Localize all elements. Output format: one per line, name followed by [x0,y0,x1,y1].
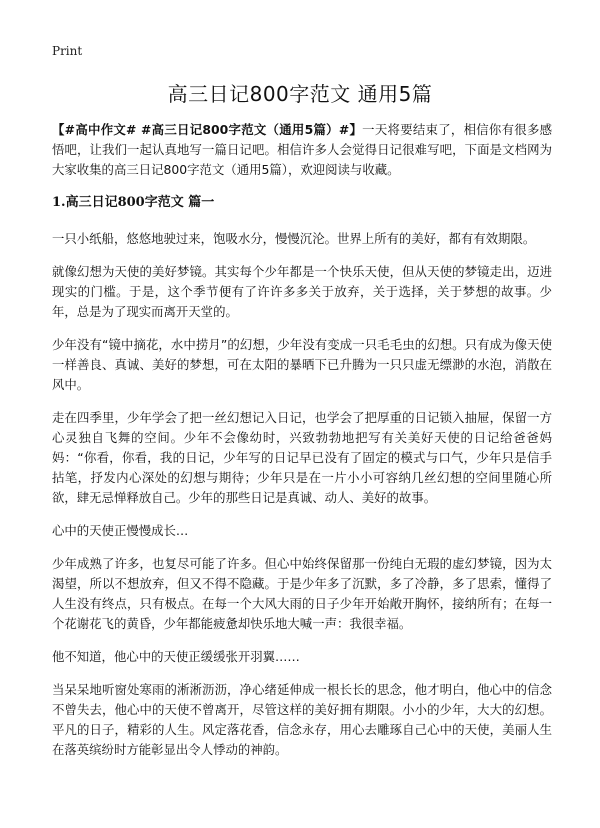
body-paragraph-4: 走在四季里，少年学会了把一丝幻想记入日记，也学会了把厚重的日记锁入抽屉，保留一方心灵独自飞舞的空间。少年不会像幼时，兴致勃勃地把写有关美好天使的日记给爸爸妈妈：“你看，你看，我的日记，少年写的日记早已没有了固定的模式与口气，少年只是信手拈笔，抒发内心深处的幻想与期待；少年只是在一片小小可容纳几丝幻想的空间里随心所欲，肆无忌惮释放自己。少年的那些日记是真诚、动人、美好的故事。 [52,410,552,505]
document-title: 高三日记800字范文 通用5篇 [167,82,433,106]
body-paragraph-7: 他不知道，他心中的天使正缓缓张开羽翼…… [52,649,300,664]
print-label[interactable]: Print [52,44,83,58]
document-body [52,120,552,773]
intro-paragraph [52,120,552,180]
body-paragraph-5: 心中的天使正慢慢成长… [52,523,189,538]
section-heading: 1.高三日记800字范文 篇一 [52,195,215,210]
intro-tags: 【#高中作文# #高三日记800字范文（通用5篇）#】 [52,122,363,137]
body-paragraph-8: 当呆呆地听窗处寒雨的淅淅沥沥，净心绪延伸成一根长长的思念，他才明白，他心中的信念不曾失去，他心中的天使不曾离开，尽管这样的美好拥有期限。小小的少年，大大的幻想。平凡的日子，精彩的人生。风定落花香，信念永存，用心去雕琢自己心中的天使，美丽人生在落英缤纷时方能彰显出令人悸动的神韵。 [52,682,552,757]
body-paragraph-6: 少年成熟了许多，也复尽可能了许多。但心中始终保留那一份纯白无瑕的虚幻梦镜，因为太渴望，所以不想放弃，但又不得不隐藏。于是少年多了沉默，多了冷静，多了思索，懂得了人生没有终点，只有极点。在每一个大风大雨的日子少年开始敞开胸怀，接纳所有；在每一个花谢花飞的黄昏，少年都能疲惫却快乐地大喊一声：我很幸福。 [52,556,552,631]
body-paragraph-1: 一只小纸船，悠悠地驶过来，饱吸水分，慢慢沉沦。世界上所有的美好，都有有效期限。 [52,231,536,246]
intro-text: 一天将要结束了，相信你有很多感悟吧，让我们一起认真地写一篇日记吧。相信许多人会觉得日记很难写吧，下面是文档网为大家收集的高三日记800字范文（通用5篇），欢迎阅读与收藏。 [52,122,553,177]
body-paragraph-2: 就像幻想为天使的美好梦镜。其实每个少年都是一个快乐天使，但从天使的梦镜走出，迈进现实的门槛。于是，这个季节便有了许许多多关于放弃，关于选择，关于梦想的故事。少年，总是为了现实而离开天堂的。 [52,264,552,319]
body-paragraph-3: 少年没有“镜中摘花，水中捞月”的幻想，少年没有变成一只毛毛虫的幻想。只有成为像天使一样善良、真诚、美好的梦想，可在太阳的暴晒下已升腾为一只只虚无缥渺的水泡，消散在风中。 [52,337,552,392]
